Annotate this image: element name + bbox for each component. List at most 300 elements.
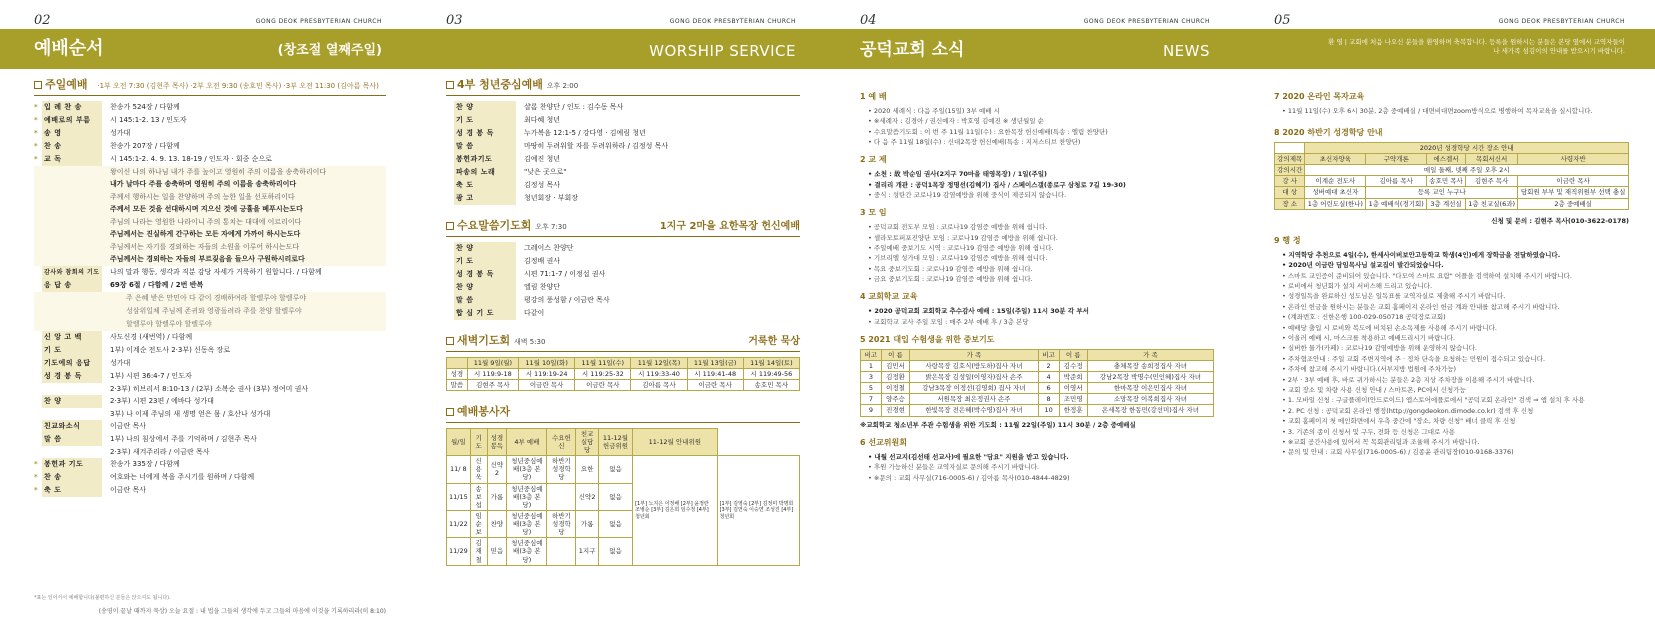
news-list <box>860 452 1214 483</box>
table-header-cell: 성경봉독 <box>487 428 507 455</box>
news-item: • (계좌번호 : 신한은행 100-029-050718 공덕장로교회) <box>1282 313 1446 322</box>
news-item: • 내월 선교지(김선태 선교사)에 필요한 "담요" 지원을 받고 있습니다. <box>868 452 1069 461</box>
table-row <box>861 405 1214 416</box>
row-label: 친교와소식 <box>42 420 102 433</box>
news-item: • 실버한 물가(카페) : 코로나19 감염예방을 위해 운영하지 않습니다. <box>1282 344 1477 353</box>
table-cell: 시 119:41-48 <box>687 368 743 379</box>
section-heading: 4부 청년중심예배 오후 2:00 <box>446 78 800 96</box>
row-label: 송 영 <box>42 127 102 140</box>
news-item: • 지역학당 추천으로 4일(수), 한세사이버보안고등학교 학생(4인)에게 장학금을 전달하였습니다. <box>1282 250 1561 259</box>
news-item: • 온라인 헌금을 원하시는 분들은 교회 홈페이지 온라인 헌금 계좌 안내를 참고해 주시기 바랍니다. <box>1282 302 1560 311</box>
row-label: 예배로의 부름 <box>42 114 102 127</box>
row-label: 축 도 <box>42 484 102 497</box>
table-cell: 김아름 목사 <box>1366 176 1427 187</box>
worship-row <box>446 179 800 192</box>
news-item: • 소천 : 故 박순임 권사(2지구 70마을 태영목장) / 1일(주일) <box>868 170 1047 179</box>
table-cell: 없음 <box>598 483 632 510</box>
reading-line: 주님의 나라는 영원한 나라이니 주의 통치는 대대에 이르리이다 <box>110 217 302 226</box>
table-cell: 신약2 <box>576 483 598 510</box>
news-heading: 2 교 제 <box>860 155 887 165</box>
worship-row <box>446 166 800 179</box>
table-cell: 시 119:33-40 <box>631 368 687 379</box>
table-cell: 8 <box>1038 394 1059 405</box>
worship-row <box>446 255 800 268</box>
news-heading: 9 행 정 <box>1274 236 1301 246</box>
table-cell: 이금란 목사 <box>687 379 743 390</box>
church-name: GONG DEOK PRESBYTERIAN CHURCH <box>1498 18 1625 25</box>
row-value: 김정성 목사 <box>524 180 561 189</box>
row-value: 1부) 나의 침상에서 주를 기억하며 / 김현주 목사 <box>110 434 257 443</box>
table-cell: 가롬 <box>576 510 598 537</box>
worship-row <box>34 471 386 484</box>
table-cell: 진경현 <box>881 405 909 416</box>
table-header-cell: 수요헌신 <box>547 428 576 455</box>
table-header-cell: 11월 10일(화) <box>519 357 575 368</box>
table-cell: 담회원 부부 및 재직위원부 선택 충실 <box>1518 187 1629 198</box>
title-band <box>412 29 826 69</box>
section-heading: 수요말씀기도회 오후 7:30 1지구 2마을 요한목장 헌신예배 <box>446 219 800 237</box>
table-cell: 청년중심예배(3층 본당) <box>507 510 547 537</box>
standing-note: *표는 일어서서 예배합니다(불편하신 분들은 앉으셔도 됩니다). <box>34 595 171 602</box>
table-cell: 1층 어린도실(한나) <box>1305 198 1366 209</box>
news-item: • 주차협조안내 : 주일 교회 주변지역에 주 · 정차 단속을 요청하는 민원이 접수되고 있습니다. <box>1282 354 1546 363</box>
lyric-line: 주 은혜 받은 만민아 다 같이 경배하여라 할렐루야 할렐루야 <box>126 293 307 302</box>
news-item: • 교회 장소 및 차량 사용 신청 안내 / 스마트폰, PC에서 신청가능 <box>1282 386 1466 394</box>
table-cell: 강의시간 <box>1275 165 1305 176</box>
usher-note-cell: [1부] 김영숙 [2부] 김정미 박명희 [3부] 김연숙 이승연 조성진 [4부] 청년회 <box>717 456 799 566</box>
checkbox-icon <box>446 408 454 416</box>
row-value: 찬송가 524장 / 다함께 <box>110 102 180 111</box>
worship-row <box>34 357 386 370</box>
page-04 <box>826 0 1240 624</box>
news-item: • 주일예배 중보기도 시역 : 코로나19 감염증 예방을 위해 쉽니다. <box>868 243 1054 252</box>
table-cell: 한마목장 이은민집사 자녀 <box>1087 383 1213 394</box>
page-subtitle: WORSHIP SERVICE <box>649 42 796 60</box>
row-label: 찬 양 <box>454 101 516 114</box>
responsive-reading <box>34 166 386 266</box>
worship-row <box>34 433 386 446</box>
table-cell: 청년중심예배(3층 본당) <box>507 483 547 510</box>
table-cell: 김수정 <box>1059 360 1087 371</box>
page-number: 04 <box>860 13 877 28</box>
table-cell: 이정철 <box>881 383 909 394</box>
news-item: • 수요말씀기도회 : 이 번 주 11월 11일(수) : 요한목장 헌신예배(특송 : 엘림 찬양단) <box>868 127 1108 136</box>
row-value: 청년회장 · 부회장 <box>524 193 579 202</box>
table-header-cell: 11월 14일(토) <box>743 357 799 368</box>
row-value: 최다혜 청년 <box>524 115 561 124</box>
reading-line: 왕이신 나의 하나님 내가 주를 높이고 영원히 주의 이름을 송축하리이다 <box>110 167 327 176</box>
table-row <box>861 372 1214 383</box>
table-row <box>861 394 1214 405</box>
table-header-cell: 목회서신서 <box>1465 154 1517 165</box>
title-band <box>1240 29 1655 69</box>
table-cell: 조민영 <box>1059 394 1087 405</box>
table-cell: 신용욱 <box>470 456 487 483</box>
row-value: 누가복음 12:1-5 / 강다영 · 김예림 청년 <box>524 128 646 137</box>
worship-row <box>446 127 800 140</box>
choir-2: 3부) 나 이제 주님의 새 생명 얻은 몸 / 호산나 성가대 <box>110 409 271 418</box>
table-cell: 시 119:19-24 <box>519 368 575 379</box>
table-cell: 박준희 <box>1059 372 1087 383</box>
lyric-line: 성삼위일체 주님께 존귀와 영광돌려라 주를 찬양 할렐루야 <box>126 306 302 315</box>
table-cell: 가롬 <box>487 483 507 510</box>
page-number: 02 <box>34 13 51 28</box>
worship-row: 찬 양 2·3부) 시편 23편 / 에바다 성가대 <box>34 395 386 408</box>
table-cell: 이영서 <box>1059 383 1087 394</box>
table-header-cell: 가 족 <box>910 349 1039 360</box>
table-cell: 7 <box>861 394 882 405</box>
bible-school-table <box>1274 142 1629 210</box>
news-heading: 3 모 임 <box>860 208 887 218</box>
news-item: • 금요 중보기도회 : 코로나19 감염증 예방을 위해 쉽니다. <box>868 275 1033 284</box>
worship-rows <box>34 331 386 383</box>
worship-row: 응 답 송 69장 6절 / 다함께 / 2번 반복 <box>34 279 386 292</box>
table-cell: 없음 <box>598 538 632 565</box>
news <box>860 84 1214 483</box>
worship-row <box>446 153 800 166</box>
table-cell: 양주승 <box>881 394 909 405</box>
students-note: ※교회학교 청소년부 주관 수험생을 위한 기도회 : 11월 22일(주일) 11시 30분 / 2층 중예배실 <box>860 420 1136 429</box>
table-cell: 2층 중예배실 <box>1518 198 1629 209</box>
page-subtitle: (창조절 열째주일) <box>277 43 382 58</box>
today-verse: (송영이 끝날 때까지 묵상) 오늘 요절 : 내 법을 그들의 생각에 두고 그들의 마음에 이것을 기록하리라(히 8:10) <box>98 607 386 615</box>
table-cell: 찬양 <box>487 510 507 537</box>
row-label: 찬 양 <box>454 281 516 294</box>
table-cell: 10 <box>1038 405 1059 416</box>
table-caption: 2020년 성경학당 시간 장소 안내 <box>1305 142 1629 153</box>
table-header-row <box>861 349 1214 360</box>
worship-row <box>446 101 800 114</box>
table-cell: 성경 <box>447 368 468 379</box>
table-cell: 하반기 성경학당 <box>547 510 576 537</box>
table-header-cell: 11-12월 헌금위원 <box>598 428 632 455</box>
row-label: 봉헌과 기도 <box>42 458 102 471</box>
row-value: 사도신경 (새번역) / 다함께 <box>110 332 193 341</box>
sermon-2: 2·3부) 새겨주리라 / 이금란 목사 <box>110 447 210 456</box>
reading-line: 내가 날마다 주를 송축하며 영원히 주의 이름을 송축하리이다 <box>110 180 297 189</box>
table-row <box>447 379 800 390</box>
news-item: • 11월 11일(수) 오후 6시 30분, 2층 중예배실 / 대면비대면zoom방식으로 병행하여 목자교육을 실시합니다. <box>1282 106 1593 115</box>
news-item: • 공덕교회 전도부 모임 : 코로나19 감염증 예방을 위해 쉽니다. <box>868 223 1048 232</box>
row-label: 기 도 <box>42 344 102 357</box>
checkbox-icon <box>34 81 42 89</box>
table-cell: 매일 둘째, 넷째 주일 오후 2시 <box>1305 165 1629 176</box>
row-label: 찬 송 <box>42 140 102 153</box>
table-cell <box>547 483 576 510</box>
row-label: 광 고 <box>454 192 516 205</box>
table-header-row <box>447 428 800 455</box>
table-cell: 11/22 <box>447 510 471 537</box>
worship-rows <box>34 101 386 166</box>
news-list <box>860 306 1214 327</box>
table-cell: 사랑목장 김호식(방도하)집사 자녀 <box>910 360 1039 371</box>
table-row <box>861 383 1214 394</box>
table-header-cell: 이 름 <box>1059 349 1087 360</box>
news-item: • 성경일독을 완료하신 성도님은 일독표를 교역자실로 제출해 주시기 바랍니다. <box>1282 292 1506 301</box>
page-02 <box>0 0 412 624</box>
table-header-cell: 11월 12일(목) <box>631 357 687 368</box>
title-band <box>0 29 412 69</box>
table-cell: 믿음 <box>487 538 507 565</box>
news-item: • 3. 기존의 종이 신청서 및 구두, 전화 등 신청은 그대로 사용 <box>1282 427 1455 436</box>
reading-line: 주님께서는 자기를 경외하는 자들의 소원을 이루어 하시는도다 <box>110 242 300 251</box>
news-item: • 스마트 교인증이 준비되어 있습니다. "다모여 스마트 요람" 어플을 검색하여 설치해 주시기 바랍니다. <box>1282 271 1572 280</box>
page-subtitle: NEWS <box>1162 42 1210 60</box>
table-cell: 4 <box>1038 372 1059 383</box>
table-header-cell: 이 름 <box>881 349 909 360</box>
worship-row <box>34 420 386 433</box>
table-cell: 이금란 목사 <box>575 379 631 390</box>
worship-row <box>34 458 386 471</box>
news-item: • 교회학교 교사 주일 모임 : 매주 2부 예배 후 / 3층 본당 <box>868 317 1029 326</box>
row-value: 샬롬 찬양단 / 인도 : 김수동 목사 <box>524 102 624 111</box>
welcome-text: 환 영 | 교회에 처음 나오신 분들을 환영하며 축복합니다. 등록을 원하시는 분들은 본당 옆에서 교역자들이나 새가족 섬김이의 안내를 받으시기 바랍니다. <box>1328 38 1625 56</box>
asterisk: * <box>34 115 38 124</box>
row-label: 말 씀 <box>454 140 516 153</box>
worship-row <box>34 114 386 127</box>
table-cell: 요한 <box>576 456 598 483</box>
order-of-worship <box>34 78 386 497</box>
news-item: • 2020 세례식 : 다음 주일(15일) 3부 예배 시 <box>868 106 1000 115</box>
page-number: 03 <box>446 13 463 28</box>
worship-row <box>446 268 800 281</box>
asterisk: * <box>34 485 38 494</box>
row-label: 봉헌과기도 <box>454 153 516 166</box>
news-item: • ※세례자 : 김경아 / 권신예자 : 박호영 김예진 ※ 생년월일 순 <box>868 117 1044 126</box>
table-header-cell: 11-12월 안내위원 <box>633 428 717 455</box>
row-value: 김정배 권사 <box>524 256 561 265</box>
table-cell: 등록 교인 누구나 <box>1366 187 1518 198</box>
table-header-cell <box>447 357 468 368</box>
table-row <box>447 456 800 483</box>
table-cell: 송보섭 <box>470 483 487 510</box>
table-row <box>1275 165 1629 176</box>
reading-line: 주께서 모든 것을 선대하시며 지으신 것에 긍휼을 베푸시는도다 <box>110 205 303 214</box>
table-header-cell: 구약개론 <box>1366 154 1427 165</box>
table-header-row <box>447 357 800 368</box>
row-value: 다같이 <box>524 308 545 317</box>
worship-row <box>34 153 386 166</box>
news-list <box>860 106 1214 148</box>
table-cell: 성버예대 초신자 <box>1305 187 1366 198</box>
table-cell: 대 상 <box>1275 187 1305 198</box>
offering-note-cell: [1부] 노지은 이정배 [2부] 윤정란 조병순 [3부] 김은희 임수정 [4부] 청년회 <box>633 456 717 566</box>
row-label: 기 도 <box>454 255 516 268</box>
table-cell: 2 <box>1038 360 1059 371</box>
news <box>1274 84 1629 458</box>
table-cell: 한정훈 <box>1059 405 1087 416</box>
table-cell: 김현주 목사 <box>467 379 518 390</box>
table-cell: 1 <box>861 360 882 371</box>
table-cell: 청년중심예배(3층 본당) <box>507 456 547 483</box>
row-value: "낮은 곳으로" <box>524 167 567 176</box>
table-cell: 임순보 <box>470 510 487 537</box>
table-cell: 한빛목장 전은혜(박수영)집사 자녀 <box>910 405 1039 416</box>
table-cell: 김현주 목사 <box>1465 176 1517 187</box>
row-value: 찬송가 207장 / 다함께 <box>110 141 180 150</box>
table-cell: 소망목장 이복희집사 자녀 <box>1087 394 1213 405</box>
news-item: • 로비에서 청년회가 설치 서비스해 드리고 있습니다. <box>1282 282 1433 291</box>
section-heading: 예배봉사자 <box>446 405 800 423</box>
row-label: 입 례 찬 송 <box>42 101 102 114</box>
row-value: 성가대 <box>110 128 131 137</box>
table-cell: 이금란 목사 <box>519 379 575 390</box>
news-list <box>860 222 1214 284</box>
table-cell: 송호민 목사 <box>743 379 799 390</box>
table-cell: 시 119:49-56 <box>743 368 799 379</box>
dawn-prayer-table <box>446 357 800 391</box>
table-cell: 서원목장 최은정권사 손주 <box>910 394 1039 405</box>
table-cell: 송호민 목사 <box>1427 176 1466 187</box>
worship-row <box>446 242 800 255</box>
news-item: • 주차에 참고해 주시기 바랍니다.(서부지방 법원에 주차가능) <box>1282 365 1457 374</box>
table-cell: 강 사 <box>1275 176 1305 187</box>
table-row <box>861 360 1214 371</box>
news-heading: 1 예 배 <box>860 92 887 101</box>
row-label: 신 앙 고 백 <box>42 331 102 344</box>
table-cell: 1층 친교실(6과) <box>1465 198 1517 209</box>
table-cell: 청년중심예배(3층 본당) <box>507 538 547 565</box>
table-cell: 김아름 목사 <box>631 379 687 390</box>
table-row <box>1275 187 1629 198</box>
news-item: • ※문의 : 교회 사무실(716-0005-6) / 김아름 목사(010-4844-4829) <box>868 473 1070 482</box>
row-value: 평강의 풍성함 / 이금란 목사 <box>524 295 610 304</box>
news-item: • 문의 및 안내 : 교회 사무실(716-0005-6) / 김종윤 관리팀장(010-9168-3376) <box>1282 448 1514 457</box>
table-header-cell: 기도 <box>470 428 487 455</box>
news-item: • 목요 중보기도회 : 코로나19 감염증 예방을 위해 쉽니다. <box>868 264 1033 273</box>
section-heading: 주일예배 ·1부 오전 7:30 (김현주 목사) ·2부 오전 9:30 (송호민 목사) ·3부 오전 11:30 (김아름 목사) <box>34 78 386 96</box>
reading-line: 주님께서는 진실하게 간구하는 모든 자에게 가까이 하시는도다 <box>110 230 301 239</box>
table-cell: 11/15 <box>447 483 471 510</box>
news-list <box>860 169 1214 200</box>
row-label: 말 씀 <box>454 294 516 307</box>
row-label: 찬 양 <box>454 242 516 255</box>
news-heading: 6 선교위원회 <box>860 437 907 447</box>
table-cell: 신약2 <box>487 456 507 483</box>
row-label: 축 도 <box>454 179 516 192</box>
news-heading: 8 2020 하반기 성경학당 안내 <box>1274 128 1383 138</box>
row-value: 시 145:1-2. 13 / 인도자 <box>110 115 187 124</box>
news-item: • 다 음 주 11월 18일(수) : 신대2목장 헌신예배(특송 : 지저스티브 찬양단) <box>868 137 1081 146</box>
page-title: 공덕교회 소식 <box>860 40 965 60</box>
worship-rows <box>34 420 386 446</box>
table-header-cell: 비고 <box>861 349 882 360</box>
table-cell: 김재철 <box>470 538 487 565</box>
table-cell: 김민서 <box>881 360 909 371</box>
reading-line: 주님께서는 경외하는 자들의 부르짖음을 들으사 구원하시리로다 <box>110 255 305 264</box>
row-value: 그레이스 찬양단 <box>524 243 574 252</box>
news-heading: 7 2020 온라인 목자교육 <box>1274 92 1365 101</box>
worship-row <box>34 140 386 153</box>
row-label: 파송의 노래 <box>454 166 516 179</box>
news-heading: 5 2021 대입 수험생을 위한 중보기도 <box>860 335 995 345</box>
youth-rows <box>446 101 800 205</box>
checkbox-icon <box>446 222 454 230</box>
worship-row <box>446 307 800 320</box>
row-label: 성 경 봉 독 <box>42 370 102 383</box>
table-cell <box>547 538 576 565</box>
row-label: 기 도 <box>454 114 516 127</box>
worship-row <box>34 370 386 383</box>
worship-row <box>446 281 800 294</box>
row-value: 이금란 목사 <box>110 485 147 494</box>
news-item: • 셀라모토퍼포진양단 모임 : 코로나19 감염증 예방을 위해 쉽니다. <box>868 233 1058 242</box>
news-item: • 2. PC 신청 : 공덕교회 온라인 행정(http://gongdeokon.dimode.co.kr) 검색 후 신청 <box>1282 406 1534 415</box>
worship-row <box>34 331 386 344</box>
row-label: 합 심 기 도 <box>454 307 516 320</box>
row-label: 성 경 봉 독 <box>454 268 516 281</box>
row-value: 김예진 청년 <box>524 154 561 163</box>
worship-row: 감사와 참회의 기도 나의 말과 행동, 생각과 직분 감당 자세가 거룩하기 원합니다. / 다함께 <box>34 266 386 279</box>
worship-row <box>446 294 800 307</box>
table-caption-row <box>1275 142 1629 153</box>
row-value: 이금란 목사 <box>110 421 147 430</box>
lyric-line: 할렐루야 할렐루야 할렐루야 <box>126 319 212 328</box>
page-number: 05 <box>1274 13 1291 28</box>
table-cell: 시 119:9-18 <box>467 368 518 379</box>
table-cell: 하반기 성경학당 <box>547 456 576 483</box>
worship-row <box>34 127 386 140</box>
table-cell: 11/29 <box>447 538 471 565</box>
table-cell: 온세목장 한동민(강선미)집사 자녀 <box>1087 405 1213 416</box>
row-label: 말 씀 <box>42 433 102 446</box>
table-header-cell: 11월 11일(수) <box>575 357 631 368</box>
table-row <box>1275 176 1629 187</box>
table-cell: 강남2목장 박명수(민인혜)집사 자녀 <box>1087 372 1213 383</box>
row-label: 성 경 봉 독 <box>454 127 516 140</box>
page-03 <box>412 0 826 624</box>
news-item: • 2020 공덕교회 교회학교 추수감사 예배 : 15일(주일) 11시 30분 각 부서 <box>868 307 1089 316</box>
asterisk: * <box>34 102 38 111</box>
row-label: 기도에의 응답 <box>42 357 102 370</box>
worship-row <box>446 114 800 127</box>
students-table <box>860 349 1214 417</box>
table-header-cell: 에스겔서 <box>1427 154 1466 165</box>
asterisk: * <box>34 141 38 150</box>
title-band <box>826 29 1240 69</box>
row-value: 시 145:1-2. 4. 9. 13. 18-19 / 인도자 · 회중 순으로 <box>110 154 272 163</box>
row-value: 엘림 찬양단 <box>524 282 561 291</box>
table-cell: 없음 <box>598 456 632 483</box>
table-row <box>447 368 800 379</box>
worship-row <box>34 344 386 357</box>
table-cell: 1층 예배식(경기회) <box>1366 198 1427 209</box>
row-value: 여호와는 너에게 복을 주시기를 원하며 / 다함께 <box>110 472 255 481</box>
church-name: GONG DEOK PRESBYTERIAN CHURCH <box>669 18 796 25</box>
news-item: • 2020년 이금란 담임목사님 설교집이 발간되었습니다. <box>1282 261 1444 270</box>
row-value: 찬송가 335장 / 다함께 <box>110 459 180 468</box>
church-name: GONG DEOK PRESBYTERIAN CHURCH <box>1083 18 1210 25</box>
table-cell: 말씀 <box>447 379 468 390</box>
worship-row <box>446 140 800 153</box>
bible-reading-2: 2·3부) 히브리서 8:10-13 / (2부) 소복순 권사 (3부) 정여미 권사 <box>110 384 309 393</box>
services <box>446 78 800 566</box>
section-heading: 새벽기도회 새벽 5:30 거룩한 묵상 <box>446 334 800 352</box>
table-cell: 밝은목장 김성일(이영자)집사 손주 <box>910 372 1039 383</box>
table-row <box>1275 198 1629 209</box>
reading-line: 주께서 행하시는 일을 찬양하며 주의 능한 일을 선포하리이다 <box>110 192 295 201</box>
table-cell: 3 <box>861 372 882 383</box>
table-header-row <box>1275 154 1629 165</box>
news-item: • 중식 : 성탄간 코로나19 감염예방을 위해 중식이 제공되지 않습니다. <box>868 190 1067 199</box>
worship-row <box>34 484 386 497</box>
table-cell: 충체목장 송희정집사 자녀 <box>1087 360 1213 371</box>
news-item: • 결리리 개관 : 공덕1목장 정명선(김혜기) 집사 / 스페이스갤(종로구 삼청로 7길 19-30) <box>868 180 1126 189</box>
news-list <box>1274 250 1629 458</box>
row-value: 시편 71:1-7 / 이정섭 권사 <box>524 269 606 278</box>
asterisk: * <box>34 128 38 137</box>
response-lyrics <box>34 292 386 331</box>
